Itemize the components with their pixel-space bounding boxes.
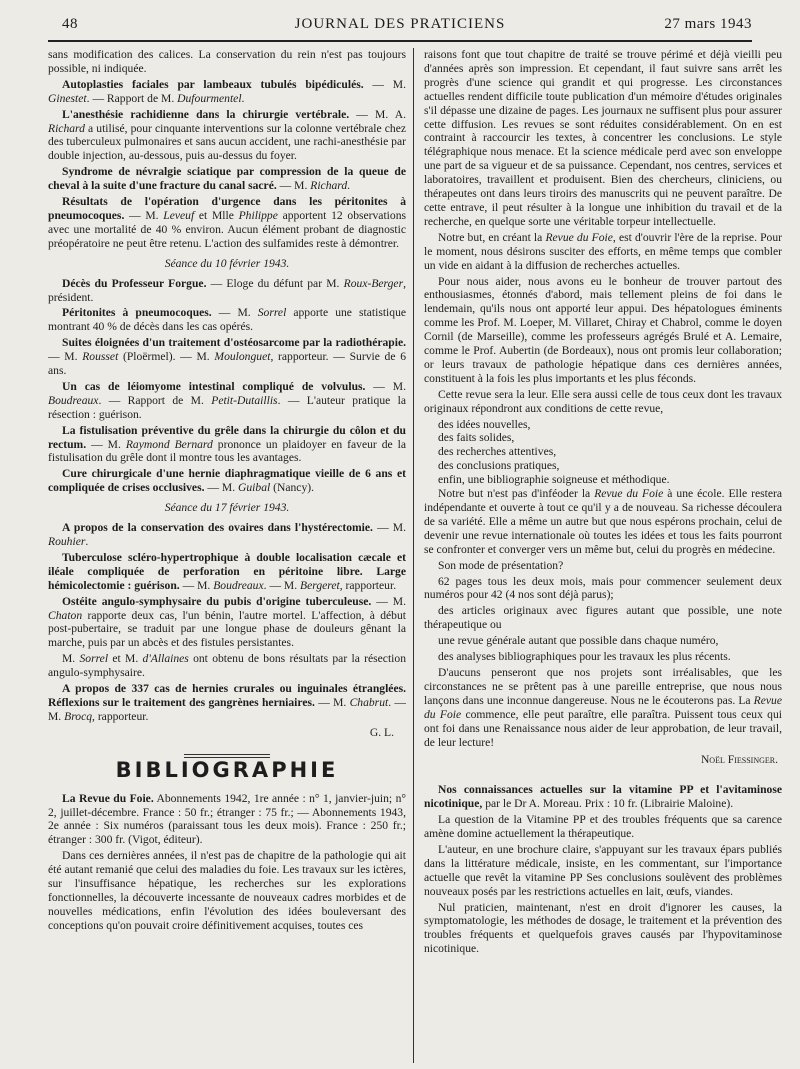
entry-text: — M. A.	[349, 107, 406, 121]
revue-paragraph: Dans ces dernières années, il n'est pas de chapitre de la pathologie qui ait été autant remanié que celui des maladies du foie. Les travaux sur les ictères, sur l'insuffisance hépatique, les recherches sur les explorations fonctionnelles, la découverte incessante de nouveaux cadres morbides et de nouvelles médications, enfin l'évolution des idées bouleversant des conceptions qu'on pouvait croire définitivement acquises, toutes ces	[48, 849, 406, 932]
entry-title: A propos de 337 cas de hernies crurales ou inguinales étranglées. Réflexions sur le traitement des gangrènes herniaires.	[48, 682, 406, 709]
entry-title: Cure chirurgicale d'une hernie diaphragmatique vieille de 6 ans et compliquée de crises occlusives.	[48, 467, 406, 495]
society-entry	[48, 277, 406, 305]
entry-text: — M.	[371, 594, 406, 608]
paragraph-5: Notre but n'est pas d'inféoder la Revue du Foie à une école. Elle restera indépendante et ouverte à tout ce qu'il y a de nouveau. Sa richesse découlera de sa variété. Elle a même un autre but que nous espérons prochain, celui de devenir une revue internationale où toutes les idées et tous les faits pourront se confronter et converger vers un même but, celui du progrès en médecine.	[424, 487, 783, 556]
right-column	[424, 48, 782, 958]
list-item: enfin, une bibliographie soigneuse et méthodique.	[438, 473, 670, 487]
entry-text: , rapporteur.	[92, 709, 149, 723]
society-entry	[48, 380, 406, 422]
society-entry	[48, 682, 406, 724]
entry-title: Péritonites à pneumocoques.	[62, 306, 212, 320]
paragraph-10: des analyses bibliographiques pour les travaux les plus récents.	[438, 650, 731, 664]
section-signature: G. L.	[369, 725, 394, 739]
left-column	[48, 48, 406, 935]
entry-author: Chaton	[48, 608, 83, 622]
society-entry	[48, 467, 406, 495]
entry-text: — M.	[48, 350, 83, 364]
list-item: des conclusions pratiques,	[438, 459, 560, 473]
entry-author: Boudreaux	[213, 578, 264, 592]
paragraph-9: une revue générale autant que possible dans chaque numéro,	[438, 634, 719, 648]
entry-title: Un cas de léiomyome intestinal compliqué de volvulus.	[62, 379, 366, 393]
paragraph-2: Notre but, en créant la Revue du Foie, est d'ouvrir l'ère de la reprise. Pour le moment, nous désirons susciter des efforts, en même temps que combler un vide en aidant à la diffusion de recherches actuelles.	[424, 230, 783, 272]
entry-title: La fistulisation préventive du grêle dans la chirurgie du côlon et du rectum.	[48, 423, 406, 451]
entry-author: Bergeret	[300, 578, 340, 592]
society-entry	[48, 424, 406, 466]
page-header	[48, 14, 752, 42]
sorrel-note: M. Sorrel et M. d'Allaines ont obtenu de bons résultats par la résection angulo-symphysaire.	[48, 652, 406, 680]
entry-text: — M.	[372, 521, 406, 535]
entry-author: Roux-Berger	[343, 276, 404, 290]
paragraph-1: raisons font que tout chapitre de traité se trouve périmé et déjà vieilli peu d'années après son impression. Et cependant, il faut suivre sans arrêt les progrès d'une science qui grandit et qui progresse. Les circonstances actuelles rendent difficile toute publication d'un mémoire d'études originales s'il dépasse une dizaine de pages. Les journaux ne suffisent plus pour assurer cette diffusion. Les revues se sont réduites considérablement. On en est contraint à raccourcir les textes, à concentrer les conclusions. Le style télégraphique nous menace. Et la science médicale perd avec son enveloppe une part de sa vigueur et de sa puissance. Cependant, nos centres, services et laboratoires, travaillent et produisent. Bien des chercheurs, cliniciens, ou thérapeutes ont dans leurs tiroirs des manuscrits qui ne peuvent paraître. De cette entrave, il peut résulter à la longue une inhibition du travail et de la recherche, en quelque sorte une véritable torpeur intellectuelle.	[424, 48, 782, 228]
entry-text: — M.	[365, 379, 406, 393]
entry-text: .	[347, 179, 351, 193]
entry-text: prononce un plaidoyer en faveur de la fistulisation du grêle dont il montre tous les avantages.	[48, 437, 407, 465]
revue-title: La Revue du Foie.	[62, 791, 154, 805]
entry-text: . — M.	[48, 695, 406, 723]
bibliography-heading: BIBLIOGRAPHIE	[115, 757, 339, 782]
society-entry	[48, 108, 406, 164]
paragraph-8: des articles originaux avec figures autant que possible, une note thérapeutique ou	[424, 604, 782, 632]
entry-text: — M.	[211, 306, 258, 320]
paragraph-6: Son mode de présentation?	[438, 558, 564, 572]
entry-author: Richard	[48, 121, 85, 135]
entry-text: — M.	[204, 481, 238, 495]
entry-author: Dufourmentel	[177, 91, 242, 105]
criteria-list	[424, 418, 782, 488]
list-item: des recherches attentives,	[438, 445, 557, 459]
entry-text: .	[241, 91, 245, 105]
entry-text: — M.	[86, 437, 126, 451]
entry-text: et Mlle	[194, 208, 239, 222]
journal-title: JOURNAL DES PRATICIENS	[294, 16, 506, 32]
entry-author: Ginestet	[48, 91, 87, 105]
paragraph-4: Cette revue sera la leur. Elle sera aussi celle de tous ceux dont les travaux originaux répondront aux conditions de cette revue,	[424, 387, 782, 415]
entry-text: — M.	[179, 578, 214, 592]
entry-text: , rapporteur. — Survie de 6 ans.	[48, 350, 406, 378]
society-entry	[48, 595, 406, 651]
column-divider	[413, 48, 414, 1063]
list-item: des idées nouvelles,	[438, 417, 531, 431]
entry-text: .	[85, 535, 89, 548]
entry-text: (Ploërmel). — M.	[118, 350, 215, 364]
entry-author: Chabrut	[349, 695, 389, 709]
entry-text: . — Rapport de M.	[86, 91, 178, 105]
entry-author: Boudreaux	[48, 393, 99, 407]
entries-group-4	[48, 682, 406, 724]
entry-text: — M.	[276, 179, 311, 193]
society-entry	[48, 306, 406, 334]
book-paragraph-1: La question de la Vitamine PP et des troubles fréquents que sa carence amène domine actuellement la thérapeutique.	[424, 813, 782, 841]
page-number: 48	[62, 16, 78, 32]
entry-author: Raymond Bernard	[125, 437, 213, 451]
seance-heading-2: Séance du 17 février 1943.	[164, 501, 290, 515]
intro-text: sans modification des calices. La conservation du rein n'est pas toujours possible, ni indiquée.	[48, 48, 406, 75]
entry-author: Rouhier	[48, 535, 86, 548]
entry-author: Brocq	[64, 709, 93, 723]
society-entry	[48, 336, 406, 378]
entry-author: Leveuf	[163, 208, 195, 222]
entry-title: Syndrome de névralgie sciatique par compression de la queue de cheval à la suite d'une fracture du canal sacré.	[48, 165, 406, 193]
paragraph-3: Pour nous aider, nous avons eu le bonheur de trouver partout des enthousiasmes, étonnés d'abord, mais tellement pleins de foi dans le lendemain, qu'ils nous ont apporté leur appui. Des hépatologues éminents comme les Prof. M. Loeper, M. Villaret, Chiray et Chabrol, comme le doyen Cornil (de Marseille), comme les professeurs agrégés Brulé et A. Lemaire, comme le Prof. Aubertin (de Bordeaux), nous ont promis leur collaboration; or leurs travaux de pathologie hépatique dans ces dernières années, constituent à la fois les plus importants et les plus féconds.	[424, 274, 782, 385]
entry-title: Autoplasties faciales par lambeaux tubulés bipédiculés.	[62, 77, 364, 91]
revue-entry	[48, 792, 406, 848]
entry-author: Richard	[310, 179, 348, 193]
entry-title: L'anesthésie rachidienne dans la chirurgie vertébrale.	[62, 107, 350, 121]
entry-text: — M.	[363, 77, 406, 91]
paragraph-7: 62 pages tous les deux mois, mais pour commencer seulement deux numéros pour 42 (4 nos sont déjà parus);	[424, 574, 782, 602]
entry-title: Décès du Professeur Forgue.	[62, 276, 207, 290]
entry-author: Guibal	[238, 481, 271, 495]
entry-text: (Nancy).	[270, 481, 314, 495]
book-paragraph-2: L'auteur, en une brochure claire, s'appuyant sur les travaux épars publiés dans la littérature médicale, insiste, en les commentant, sur l'importance actuelle que revêt la vitamine PP Ses conclusions soulèvent des problèmes nouveaux posés par les restrictions actuelles en lait, œufs, viandes.	[424, 842, 782, 898]
entry-text: . — M.	[263, 578, 301, 592]
entry-text: apportent 12 observations avec une mortalité de 40 % environ. Aucun élément probant de diagnostic préopératoire ne peut être retenu. L'action des sulfamides reste à démontrer.	[48, 208, 406, 250]
entry-author: Sorrel	[257, 306, 287, 320]
author-signature: Noël Fiessinger.	[700, 753, 778, 767]
entry-author: Rousset	[82, 350, 119, 364]
society-entry	[48, 165, 406, 193]
society-entry	[48, 78, 406, 106]
entries-group-1	[48, 78, 406, 251]
list-item: des faits solides,	[438, 431, 515, 445]
entry-text: — M.	[124, 208, 164, 222]
entries-group-3	[48, 521, 406, 650]
entry-author: Petit-Dutaillis	[211, 393, 278, 407]
entry-text: , président.	[48, 276, 406, 304]
entry-title: A propos de la conservation des ovaires dans l'hystérectomie.	[62, 521, 373, 535]
entry-text: — Eloge du défunt par M.	[206, 276, 344, 290]
paragraph-11: D'aucuns penseront que nos projets sont irréalisables, que les circonstances ne se prêtent pas à une pareille entreprise, que nous nous lançons dans une inconnue dangereuse. Nous ne le écouterons pas. La Revue du Foie commence, elle peut paraître, elle paraîtra. Puissent tous ceux qui ont foi dans une Renaissance nous aider de leur approbation, de leur travail, de leur lecture!	[424, 665, 782, 749]
seance-heading-1: Séance du 10 février 1943.	[164, 256, 290, 270]
entry-text: . — Rapport de M.	[98, 393, 212, 407]
entry-text: . — L'auteur pratique la résection : guérison.	[48, 393, 406, 421]
entry-title: Suites éloignées d'un traitement d'ostéosarcome par la radiothérapie.	[62, 336, 406, 350]
entry-author: Moulonguet	[214, 350, 271, 364]
entry-title: Résultats de l'opération d'urgence dans les péritonites à pneumocoques.	[48, 195, 406, 222]
entry-author: Philippe	[238, 208, 278, 222]
book-details: par le Dr A. Moreau. Prix : 10 fr. (Librairie Maloine).	[482, 797, 734, 811]
entry-text: — M.	[314, 695, 350, 709]
book-title: Nos connaissances actuelles sur la vitamine PP et l'avitaminose nicotinique,	[424, 783, 782, 811]
society-entry	[48, 521, 406, 549]
entry-text: a utilisé, pour cinquante interventions sur la colonne vertébrale chez des tuberculeux pulmonaires et sans aucun accident, une rachi-anesthésie par double injection, au-dessous, puis au-dessus du foyer.	[48, 121, 406, 163]
book-entry	[424, 783, 782, 811]
entry-text: , rapporteur.	[339, 578, 397, 592]
book-paragraph-3: Nul praticien, maintenant, n'est en droit d'ignorer les causes, la symptomatologie, les méthodes de dosage, le traitement et la prévention des troubles fréquents et quelquefois graves causés par l'hypovitaminose nicotinique.	[424, 900, 782, 956]
issue-date: 27 mars 1943	[664, 16, 752, 32]
society-entry	[48, 551, 406, 593]
entry-text: rapporte deux cas, l'un bénin, l'autre mortel. L'affection, à début post-pubertaire, se traduit par une longue phase de douleurs gênant la marche, puis par un abcès et des fistules persistantes.	[48, 608, 406, 650]
entry-title: Ostéite angulo-symphysaire du pubis d'origine tuberculeuse.	[62, 594, 372, 608]
revue-details: Abonnements 1942, 1re année : n° 1, janvier-juin; n° 2, juillet-décembre. France : 50 fr.; étranger : 75 fr.; — Abonnements 1943, 2e année : Six numéros (paraissant tous les deux mois). France : 250 fr.; étranger : 300 fr. (Vigot, éditeur).	[48, 791, 406, 847]
entries-group-2	[48, 277, 406, 496]
entry-title: Tuberculose scléro-hypertrophique à double localisation cæcale et iléale compliquée de perforation en péritoine libre. Large hémicolectomie : guérison.	[48, 550, 406, 592]
society-entry	[48, 195, 406, 251]
entry-text: apporte une statistique montrant 40 % de décès dans les cas opérés.	[48, 306, 407, 334]
